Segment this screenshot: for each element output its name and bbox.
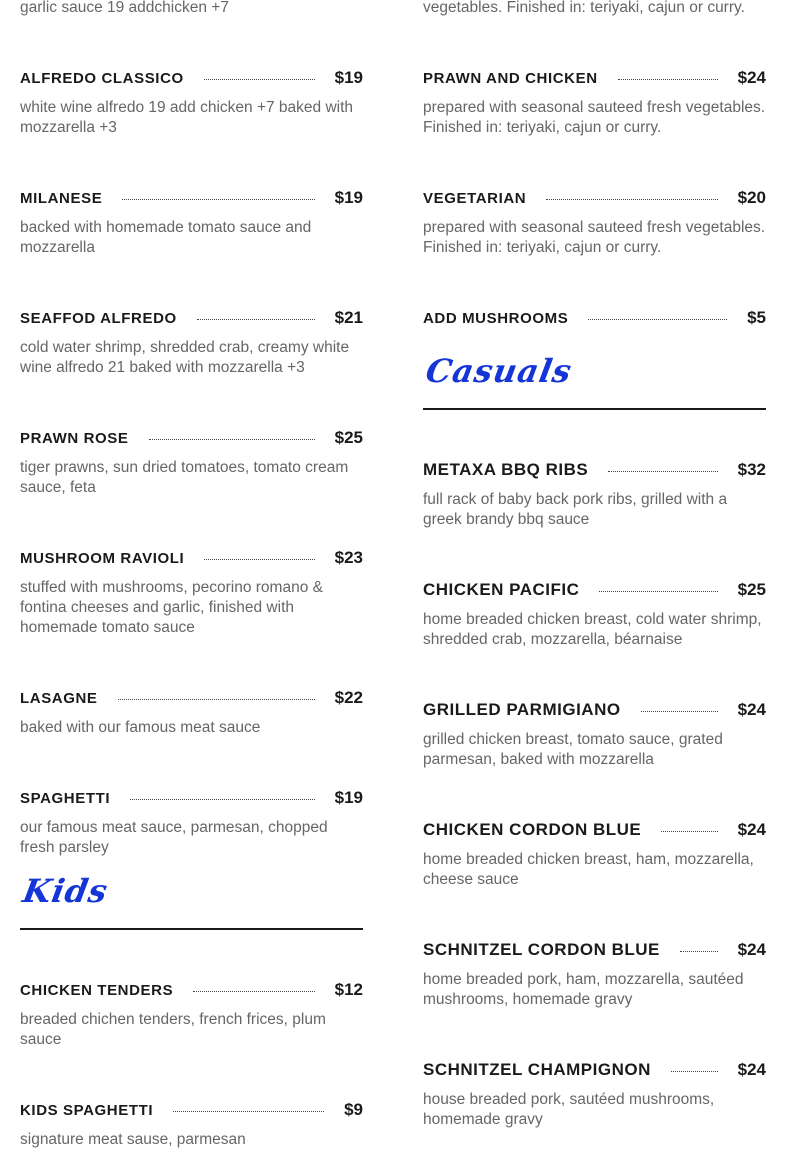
- menu-item: [20, 307, 363, 378]
- item-name: PRAWN ROSE: [20, 429, 129, 447]
- menu-item: [20, 1099, 363, 1150]
- item-price: $24: [737, 1060, 766, 1079]
- item-price: $21: [334, 308, 363, 327]
- menu-item: [20, 979, 363, 1050]
- dotted-leader: [546, 199, 717, 200]
- section-title-kids: Kids: [20, 872, 112, 910]
- item-name: METAXA BBQ RIBS: [423, 460, 589, 479]
- item-name: CHICKEN PACIFIC: [423, 580, 580, 599]
- menu-item: [20, 547, 363, 638]
- dotted-leader: [588, 319, 727, 320]
- dotted-leader: [618, 79, 718, 80]
- item-description: home breaded chicken breast, cold water shrimp, shredded crab, mozzarella, béarnaise: [423, 611, 762, 648]
- dotted-leader: [608, 471, 717, 472]
- menu-item: [423, 699, 766, 770]
- item-price: $24: [737, 68, 766, 87]
- menu-item: [20, 687, 363, 738]
- item-description: vegetables. Finished in: teriyaki, cajun or curry.: [423, 0, 745, 16]
- dotted-leader: [118, 699, 315, 700]
- item-price: $19: [334, 788, 363, 807]
- menu-item: [423, 187, 766, 258]
- menu-item: [20, 787, 363, 858]
- item-name: LASAGNE: [20, 689, 98, 707]
- menu-item: [20, 67, 363, 138]
- item-description: prepared with seasonal sauteed fresh vegetables. Finished in: teriyaki, cajun or curry.: [423, 219, 766, 256]
- dotted-leader: [599, 591, 717, 592]
- menu-item: [423, 67, 766, 138]
- item-price: $32: [737, 460, 766, 479]
- section-divider: [20, 928, 363, 930]
- item-price: $5: [747, 308, 766, 327]
- item-description: signature meat sause, parmesan: [20, 1131, 246, 1148]
- dotted-leader: [130, 799, 314, 800]
- item-name: VEGETARIAN: [423, 189, 527, 207]
- item-price: $12: [334, 980, 363, 999]
- item-description: cold water shrimp, shredded crab, creamy white wine alfredo 21 baked with mozzarella +3: [20, 339, 350, 376]
- item-price: $24: [737, 940, 766, 959]
- dotted-leader: [671, 1071, 718, 1072]
- item-price: $20: [737, 188, 766, 207]
- dotted-leader: [661, 831, 717, 832]
- item-name: GRILLED PARMIGIANO: [423, 700, 621, 719]
- item-name: ALFREDO CLASSICO: [20, 69, 184, 87]
- item-name: ADD MUSHROOMS: [423, 309, 569, 327]
- item-name: CHICKEN CORDON BLUE: [423, 820, 642, 839]
- item-price: $25: [334, 428, 363, 447]
- dotted-leader: [149, 439, 315, 440]
- item-description: home breaded pork, ham, mozzarella, sautéed mushrooms, homemade gravy: [423, 971, 744, 1008]
- item-name: SCHNITZEL CHAMPIGNON: [423, 1060, 651, 1079]
- menu-item: [423, 459, 766, 530]
- item-description: grilled chicken breast, tomato sauce, grated parmesan, baked with mozzarella: [423, 731, 723, 768]
- menu-item: [20, 187, 363, 258]
- menu-item: [423, 1059, 766, 1130]
- section-title-casuals: Casuals: [423, 352, 576, 390]
- item-description: home breaded chicken breast, ham, mozzarella, cheese sauce: [423, 851, 754, 888]
- item-description: prepared with seasonal sauteed fresh vegetables. Finished in: teriyaki, cajun or curry.: [423, 99, 766, 136]
- menu-item: [423, 819, 766, 890]
- item-description: our famous meat sauce, parmesan, chopped fresh parsley: [20, 819, 328, 856]
- item-price: $23: [334, 548, 363, 567]
- item-description: baked with our famous meat sauce: [20, 719, 261, 736]
- dotted-leader: [193, 991, 314, 992]
- dotted-leader: [680, 951, 718, 952]
- section-divider: [423, 408, 766, 410]
- item-name: SEAFFOD ALFREDO: [20, 309, 177, 327]
- menu-item: [423, 939, 766, 1010]
- item-description: tiger prawns, sun dried tomatoes, tomato cream sauce, feta: [20, 459, 349, 496]
- menu-item: [423, 579, 766, 650]
- item-description: stuffed with mushrooms, pecorino romano & fontina cheeses and garlic, finished with homemade tomato sauce: [20, 579, 323, 636]
- item-name: PRAWN AND CHICKEN: [423, 69, 598, 87]
- item-description: garlic sauce 19 addchicken +7: [20, 0, 229, 16]
- item-name: CHICKEN TENDERS: [20, 981, 174, 999]
- menu-item: [423, 307, 766, 329]
- item-description: backed with homemade tomato sauce and mozzarella: [20, 219, 312, 256]
- item-price: $22: [334, 688, 363, 707]
- item-price: $25: [737, 580, 766, 599]
- item-description: full rack of baby back pork ribs, grilled with a greek brandy bbq sauce: [423, 491, 728, 528]
- item-name: KIDS SPAGHETTI: [20, 1101, 154, 1119]
- item-price: $19: [334, 188, 363, 207]
- item-price: $24: [737, 700, 766, 719]
- dotted-leader: [641, 711, 718, 712]
- item-description: breaded chichen tenders, french frices, plum sauce: [20, 1011, 326, 1048]
- dotted-leader: [204, 559, 314, 560]
- dotted-leader: [173, 1111, 324, 1112]
- menu-item: [20, 427, 363, 498]
- item-name: MILANESE: [20, 189, 103, 207]
- item-name: MUSHROOM RAVIOLI: [20, 549, 185, 567]
- item-name: SCHNITZEL CORDON BLUE: [423, 940, 660, 959]
- item-description: house breaded pork, sautéed mushrooms, homemade gravy: [423, 1091, 715, 1128]
- item-price: $24: [737, 820, 766, 839]
- item-price: $19: [334, 68, 363, 87]
- item-description: white wine alfredo 19 add chicken +7 baked with mozzarella +3: [20, 99, 354, 136]
- item-name: SPAGHETTI: [20, 789, 111, 807]
- dotted-leader: [197, 319, 315, 320]
- dotted-leader: [204, 79, 315, 80]
- item-price: $9: [344, 1100, 363, 1119]
- dotted-leader: [122, 199, 314, 200]
